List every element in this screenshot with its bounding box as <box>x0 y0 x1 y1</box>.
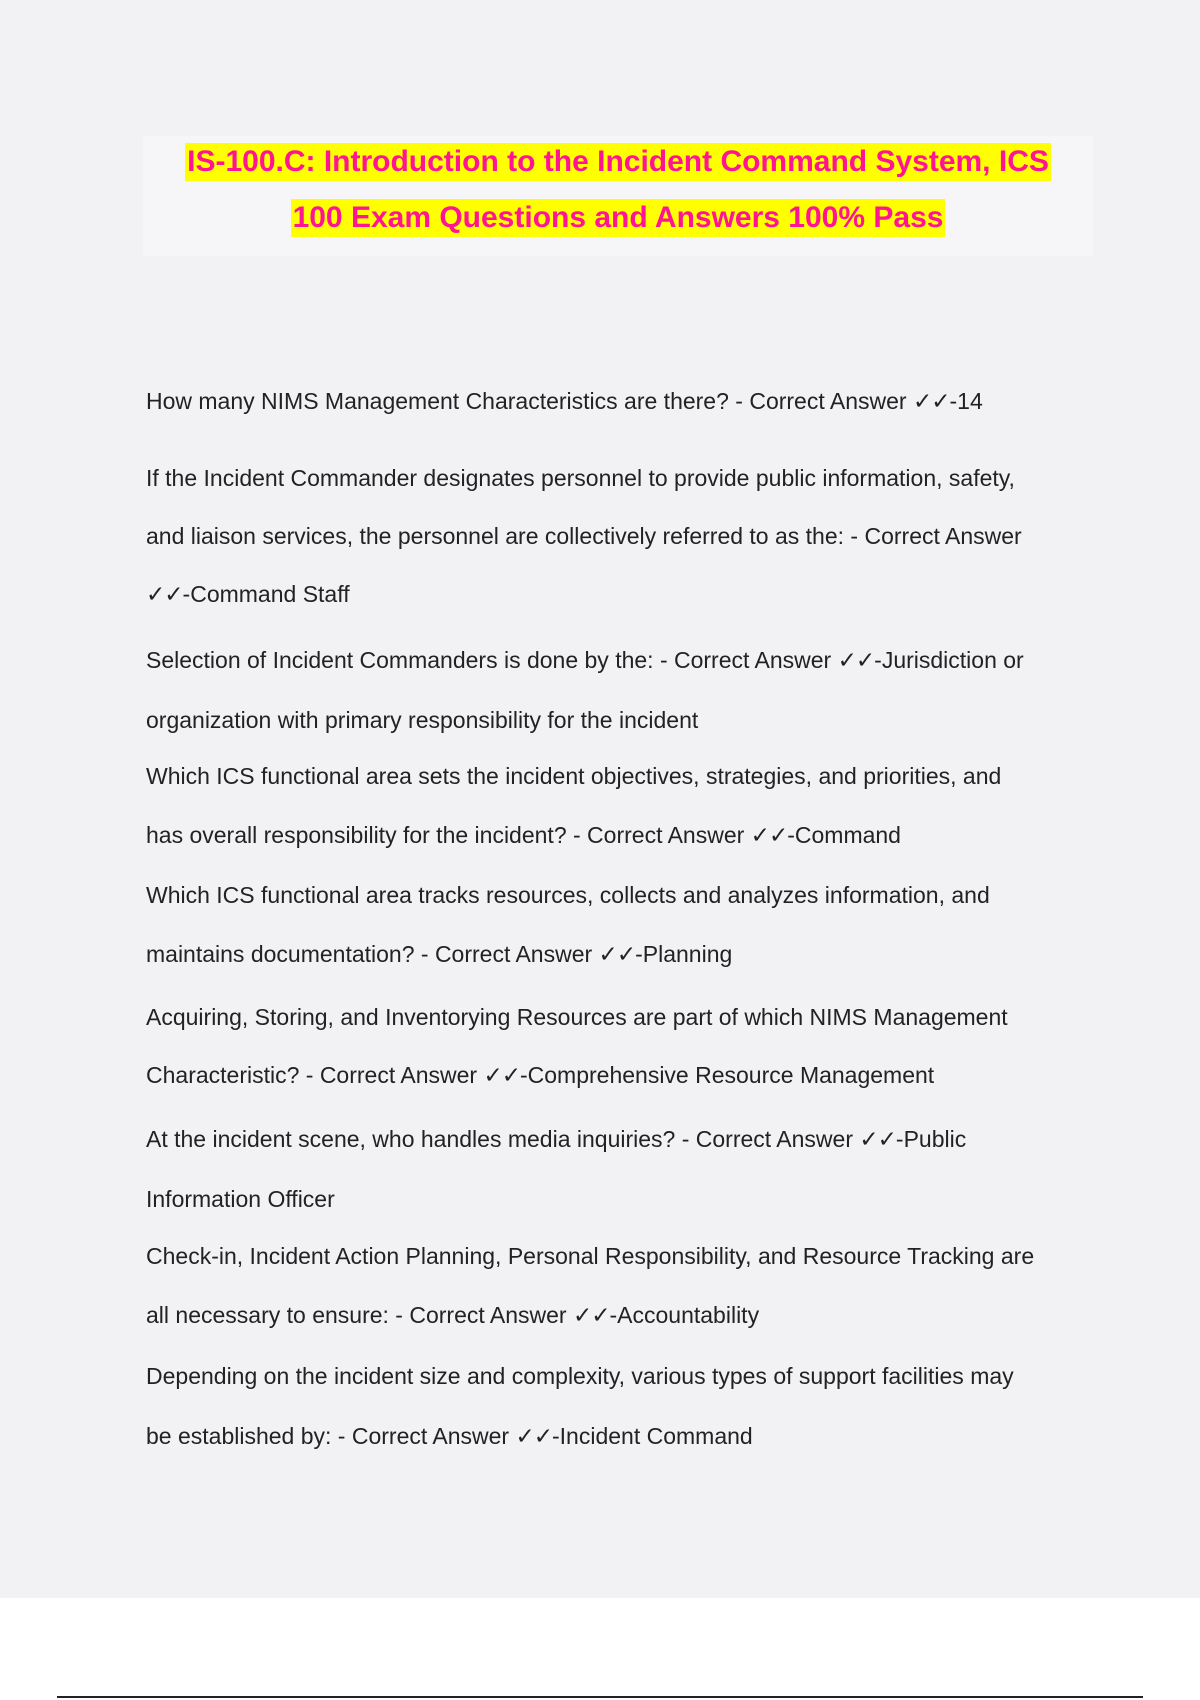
qa-line <box>146 1421 753 1451</box>
qa-line <box>146 1124 966 1154</box>
qa-answer-text: -14 <box>949 388 983 414</box>
qa-text: If the Incident Commander designates personnel to provide public information, safety, <box>146 465 1015 491</box>
qa-answer-text: -Public <box>895 1126 967 1152</box>
qa-line <box>146 880 990 910</box>
qa-line <box>146 761 1001 791</box>
qa-line <box>146 820 901 850</box>
qa-line <box>146 386 983 416</box>
qa-text: has overall responsibility for the incident? - Correct Answer <box>146 822 751 848</box>
check-mark-icon: ✓✓ <box>837 647 875 673</box>
qa-line <box>146 1060 934 1090</box>
qa-answer-text: -Jurisdiction or <box>874 647 1024 673</box>
qa-text: Information Officer <box>146 1186 335 1212</box>
qa-text: Characteristic? - Correct Answer <box>146 1062 484 1088</box>
qa-answer-text: -Planning <box>635 941 733 967</box>
qa-line <box>146 521 1022 551</box>
qa-text: maintains documentation? - Correct Answer <box>146 941 599 967</box>
title-line-2: 100 Exam Questions and Answers 100% Pass <box>291 199 946 237</box>
qa-text: Depending on the incident size and complexity, various types of support facilities may <box>146 1363 1014 1389</box>
qa-text: be established by: - Correct Answer <box>146 1423 516 1449</box>
qa-text: all necessary to ensure: - Correct Answer <box>146 1302 573 1328</box>
qa-line <box>146 645 1024 675</box>
check-mark-icon: ✓✓ <box>146 581 183 607</box>
qa-text: Which ICS functional area tracks resources, collects and analyzes information, and <box>146 882 990 908</box>
qa-answer-text: -Command Staff <box>182 581 350 607</box>
qa-answer-text: -Accountability <box>609 1302 760 1328</box>
check-mark-icon: ✓✓ <box>515 1423 552 1449</box>
title-line-1: IS-100.C: Introduction to the Incident Command System, ICS <box>185 143 1051 181</box>
qa-text: Selection of Incident Commanders is done by the: - Correct Answer <box>146 647 838 673</box>
qa-line <box>146 939 732 969</box>
document-title <box>143 136 1093 256</box>
qa-text: Acquiring, Storing, and Inventorying Resources are part of which NIMS Management <box>146 1004 1008 1030</box>
qa-text: Which ICS functional area sets the incident objectives, strategies, and priorities, and <box>146 763 1002 789</box>
qa-line <box>146 1300 759 1330</box>
check-mark-icon: ✓✓ <box>750 822 788 848</box>
qa-answer-text: -Incident Command <box>552 1423 753 1449</box>
qa-line <box>146 1241 1034 1271</box>
check-mark-icon: ✓✓ <box>572 1302 610 1328</box>
check-mark-icon: ✓✓ <box>912 388 950 414</box>
qa-line <box>146 705 698 735</box>
qa-line <box>146 579 350 609</box>
qa-text: and liaison services, the personnel are collectively referred to as the: - Correct Answer <box>146 523 1022 549</box>
qa-text: Check-in, Incident Action Planning, Personal Responsibility, and Resource Tracking are <box>146 1243 1035 1269</box>
qa-text: At the incident scene, who handles media inquiries? - Correct Answer <box>146 1126 860 1152</box>
footer-divider <box>57 1696 1143 1698</box>
qa-text: organization with primary responsibility for the incident <box>146 707 699 733</box>
check-mark-icon: ✓✓ <box>598 941 636 967</box>
qa-answer-text: -Command <box>787 822 901 848</box>
qa-line <box>146 1361 1014 1391</box>
qa-line <box>146 463 1015 493</box>
check-mark-icon: ✓✓ <box>859 1126 896 1152</box>
qa-line <box>146 1002 1008 1032</box>
qa-text: How many NIMS Management Characteristics are there? - Correct Answer <box>146 388 913 414</box>
check-mark-icon: ✓✓ <box>483 1062 520 1088</box>
qa-answer-text: -Comprehensive Resource Management <box>519 1062 935 1088</box>
qa-line <box>146 1184 335 1214</box>
